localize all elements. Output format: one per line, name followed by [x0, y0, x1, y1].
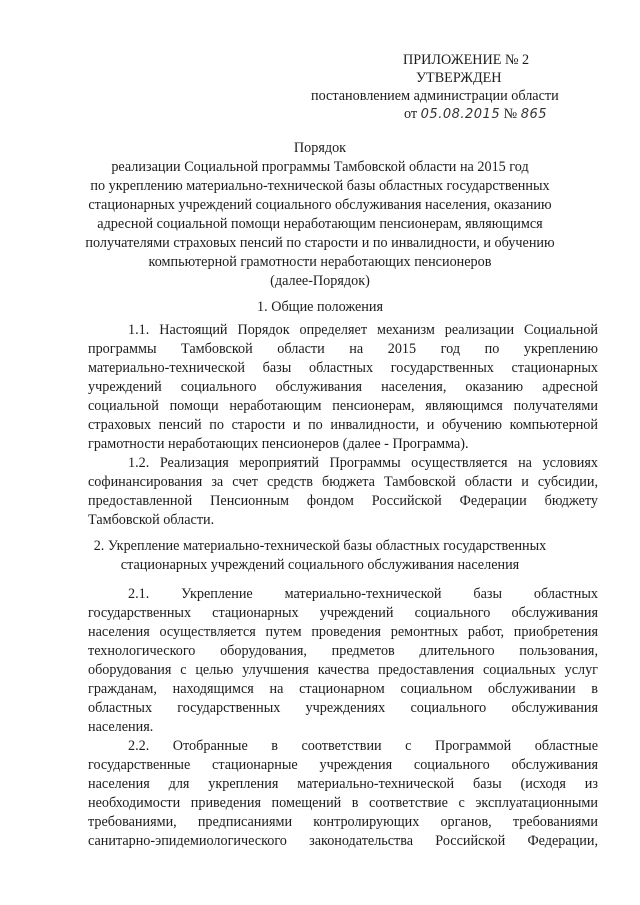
paragraph-line: населения осуществляется путем проведения ремонтных работ, приобретения	[88, 624, 598, 640]
date-prefix: от	[404, 106, 418, 122]
section1-heading: 1. Общие положения	[257, 299, 383, 315]
decree-date-line	[404, 107, 547, 121]
title-line: по укреплению материально-технической базы областных государственных	[90, 178, 550, 194]
title-line: Порядок	[293, 140, 347, 156]
paragraph-line: материально-технической базы областных государственных стационарных	[88, 360, 598, 376]
paragraph-line: грамотности неработающих пенсионеров (далее - Программа).	[88, 436, 469, 452]
title-line: (далее-Порядок)	[270, 273, 370, 289]
title-line: стационарных учреждений социального обслуживания населения, оказанию	[88, 197, 552, 213]
paragraph-line: требованиями, предписаниями контролирующих органов, требованиями	[88, 814, 598, 830]
title-line: реализации Социальной программы Тамбовской области на 2015 год	[111, 159, 529, 175]
paragraph-line: 2.1. Укрепление материально-технической базы областных	[128, 586, 598, 602]
paragraph-line: 1.1. Настоящий Порядок определяет механизм реализации Социальной	[128, 322, 598, 338]
handwritten-number: 865	[520, 107, 548, 122]
title-line: адресной социальной помощи неработающим пенсионерам, являющимся	[97, 216, 543, 232]
paragraph-line: государственные стационарные учреждения социального обслуживания	[88, 757, 598, 773]
section2-heading: 2. Укрепление материально-технической базы областных государственных	[93, 538, 547, 554]
handwritten-date: 05.08.2015	[420, 107, 501, 122]
number-sign: №	[503, 106, 518, 122]
paragraph-line: гражданам, находящимся на стационарном социальном обслуживании в	[88, 681, 598, 697]
section2-heading: стационарных учреждений социального обслуживания населения	[120, 557, 520, 573]
paragraph-line: областных государственных учреждениях социального обслуживания	[88, 700, 598, 716]
paragraph-line: Тамбовской области.	[88, 512, 215, 528]
paragraph-line: санитарно-эпидемиологического законодательства Российской Федерации,	[88, 833, 598, 849]
paragraph-line: населения.	[88, 719, 154, 735]
paragraph-line: софинансирования за счет средств бюджета Тамбовской области и субсидии,	[88, 474, 598, 490]
paragraph-line: 1.2. Реализация мероприятий Программы осуществляется на условиях	[128, 455, 598, 471]
title-line: компьютерной грамотности неработающих пенсионеров	[148, 254, 492, 270]
paragraph-line: оборудования с целью улучшения качества предоставления социальных услуг	[88, 662, 598, 678]
paragraph-line: технологического оборудования, предметов длительного пользования,	[88, 643, 598, 659]
paragraph-line: 2.2. Отобранные в соответствии с Программой областные	[128, 738, 598, 754]
paragraph-line: населения для укрепления материально-технической базы (исходя из	[88, 776, 598, 792]
title-line: получателями страховых пенсий по старости и по инвалидности, и обучению	[85, 235, 555, 251]
paragraph-line: социальной помощи неработающим пенсионерам, являющимся получателями	[88, 398, 598, 414]
approved-label: УТВЕРЖДЕН	[416, 70, 502, 86]
paragraph-line: необходимости приведения помещений в соответствие с эксплуатационными	[88, 795, 598, 811]
paragraph-line: программы Тамбовской области на 2015 год по укреплению	[88, 341, 598, 357]
appendix-label: ПРИЛОЖЕНИЕ № 2	[403, 52, 530, 68]
decree-label: постановлением администрации области	[311, 88, 559, 104]
paragraph-line: предоставленной Пенсионным фондом Российской Федерации бюджету	[88, 493, 598, 509]
paragraph-line: государственных стационарных учреждений социального обслуживания	[88, 605, 598, 621]
paragraph-line: страховых пенсий по старости и по инвалидности, и обучению компьютерной	[88, 417, 598, 433]
paragraph-line: учреждений социального обслуживания населения, оказанию адресной	[88, 379, 598, 395]
